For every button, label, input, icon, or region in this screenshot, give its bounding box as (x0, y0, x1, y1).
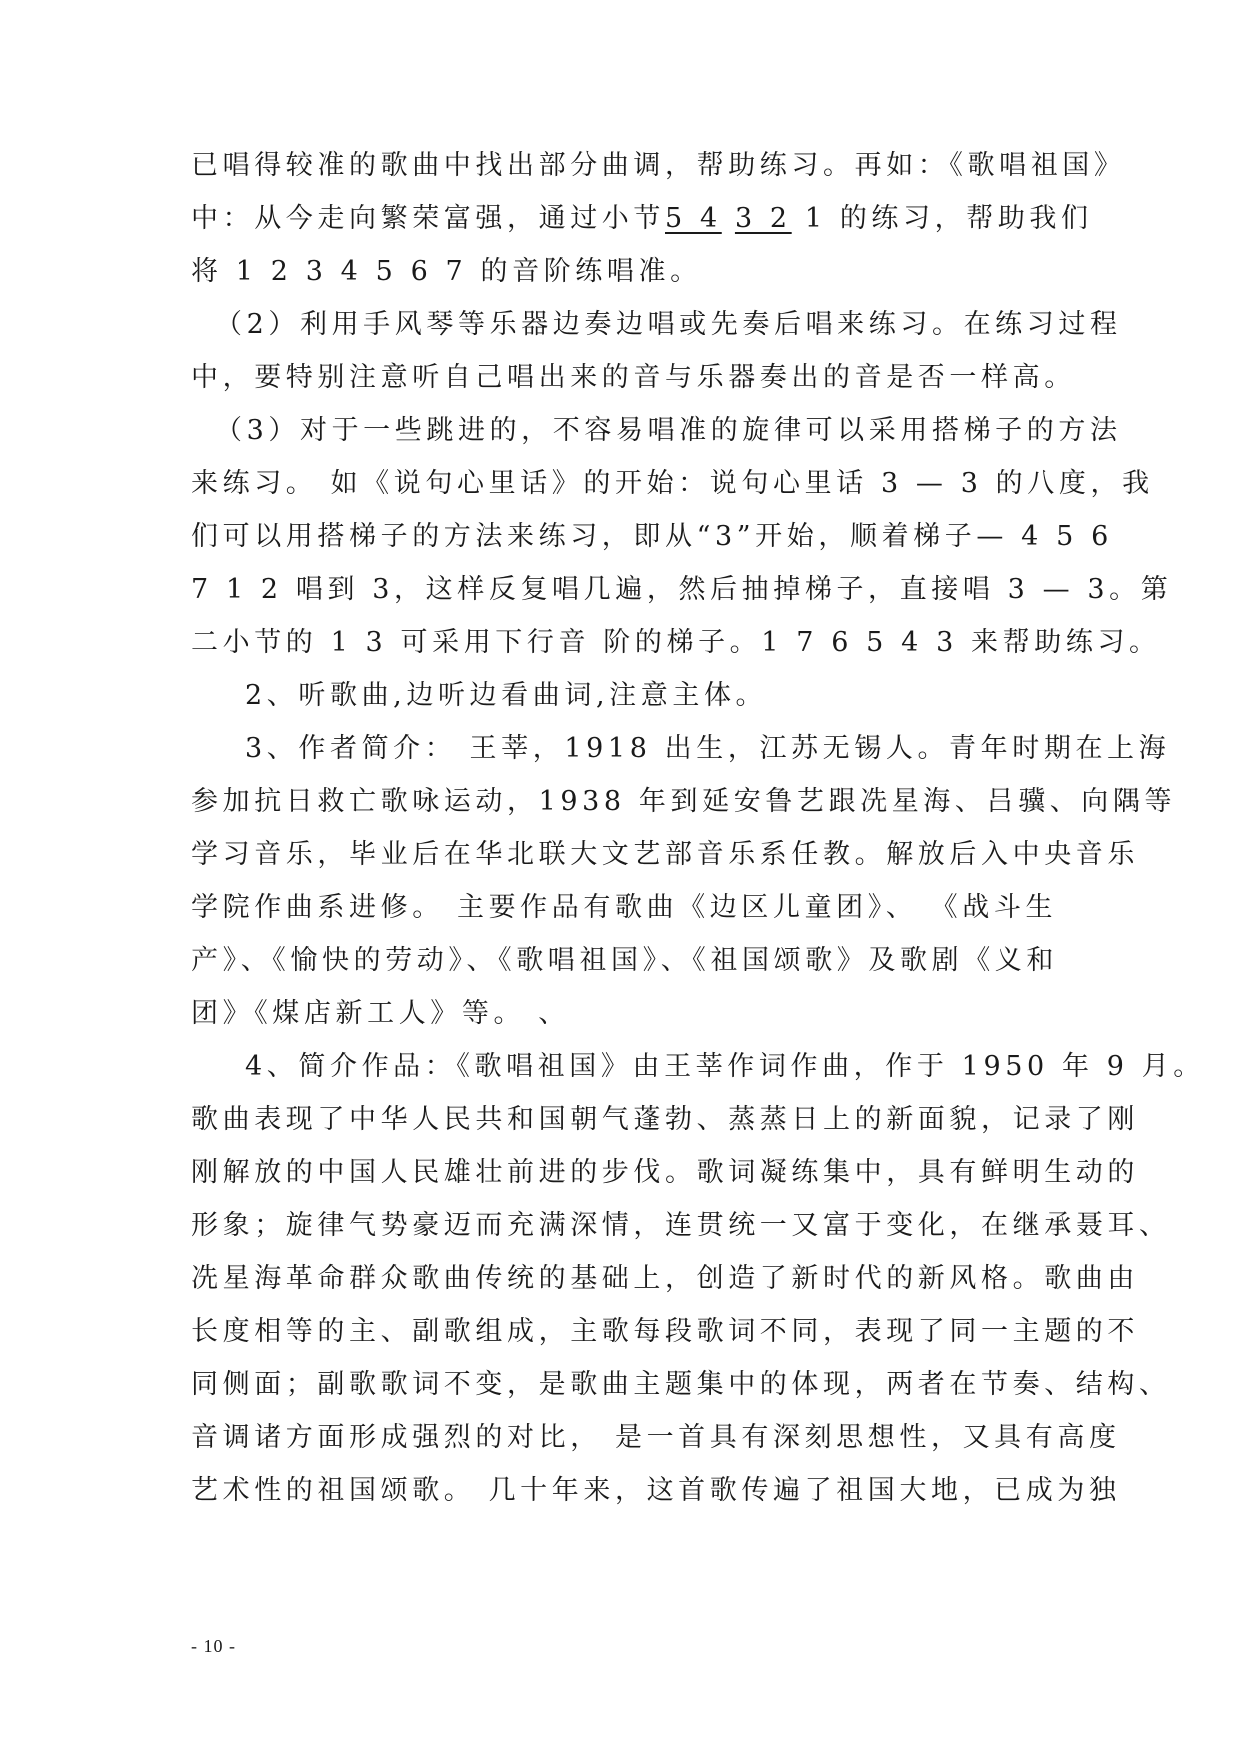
text-line-15: 学院作曲系进修。 主要作品有歌曲《边区儿童团》、 《战斗生 (191, 892, 1058, 923)
text-line-4: （2）利用手风琴等乐器边奏边唱或先奏后唱来练习。在练习过程 (215, 309, 1122, 340)
page-number: - 10 - (191, 1636, 236, 1656)
text-line-2 (191, 201, 1093, 237)
text-line-5: 中，要特别注意听自己唱出来的音与乐器奏出的音是否一样高。 (191, 362, 1076, 393)
text-line-9: 7 1 2 唱到 3，这样反复唱几遍，然后抽掉梯子，直接唱 3 — 3。第 (191, 574, 1173, 605)
text-line-11: 2、听歌曲,边听边看曲词,注意主体。 (245, 680, 768, 711)
text-line-18: 4、简介作品：《歌唱祖国》由王莘作词作曲，作于 1950 年 9 月。 (245, 1051, 1205, 1082)
text-line-12: 3、作者简介： 王莘，1918 出生，江苏无锡人。青年时期在上海 (245, 733, 1171, 764)
text-line-13: 参加抗日救亡歌咏运动，1938 年到延安鲁艺跟冼星海、吕骥、向隅等 (191, 786, 1177, 817)
text-line-6: （3）对于一些跳进的，不容易唱准的旋律可以采用搭梯子的方法 (215, 415, 1122, 446)
text-line-7: 来练习。 如《说句心里话》的开始：说句心里话 3 — 3 的八度，我 (191, 468, 1154, 499)
text-line-24: 同侧面；副歌歌词不变，是歌曲主题集中的体现，两者在节奏、结构、 (191, 1369, 1171, 1400)
text-line-10: 二小节的 1 3 可采用下行音 阶的梯子。1 7 6 5 4 3 来帮助练习。 (191, 627, 1161, 658)
text-line-19: 歌曲表现了中华人民共和国朝气蓬勃、蒸蒸日上的新面貌，记录了刚 (191, 1104, 1139, 1135)
notation-underline-54: 5 4 (665, 203, 722, 234)
text-line-8: 们可以用搭梯子的方法来练习，即从“3”开始，顺着梯子— 4 5 6 (191, 521, 1113, 552)
text-line-17: 团》《煤店新工人》等。 、 (191, 998, 570, 1029)
text-line-23: 长度相等的主、副歌组成，主歌每段歌词不同，表现了同一主题的不 (191, 1316, 1139, 1347)
text-line-21: 形象；旋律气势豪迈而充满深情，连贯统一又富于变化，在继承聂耳、 (191, 1210, 1171, 1241)
text-line-16: 产》、《愉快的劳动》、《歌唱祖国》、《祖国颂歌》及歌剧《义和 (191, 945, 1058, 976)
text-line-2-gap (722, 203, 735, 234)
text-line-2-before: 中：从今走向繁荣富强，通过小节 (191, 203, 665, 234)
text-line-25: 音调诸方面形成强烈的对比， 是一首具有深刻思想性，又具有高度 (191, 1422, 1121, 1453)
text-line-1: 已唱得较准的歌曲中找出部分曲调，帮助练习。再如：《歌唱祖国》 (191, 150, 1126, 181)
text-line-20: 刚解放的中国人民雄壮前进的步伐。歌词凝练集中，具有鲜明生动的 (191, 1157, 1139, 1188)
notation-underline-32: 3 2 (734, 203, 792, 234)
text-line-3: 将 1 2 3 4 5 6 7 的音阶练唱准。 (191, 256, 702, 287)
text-line-2-after: 1 的练习，帮助我们 (791, 203, 1093, 234)
text-line-26: 艺术性的祖国颂歌。 几十年来，这首歌传遍了祖国大地，已成为独 (191, 1475, 1121, 1506)
text-line-14: 学习音乐，毕业后在华北联大文艺部音乐系任教。解放后入中央音乐 (191, 839, 1139, 870)
text-line-22: 冼星海革命群众歌曲传统的基础上，创造了新时代的新风格。歌曲由 (191, 1263, 1139, 1294)
